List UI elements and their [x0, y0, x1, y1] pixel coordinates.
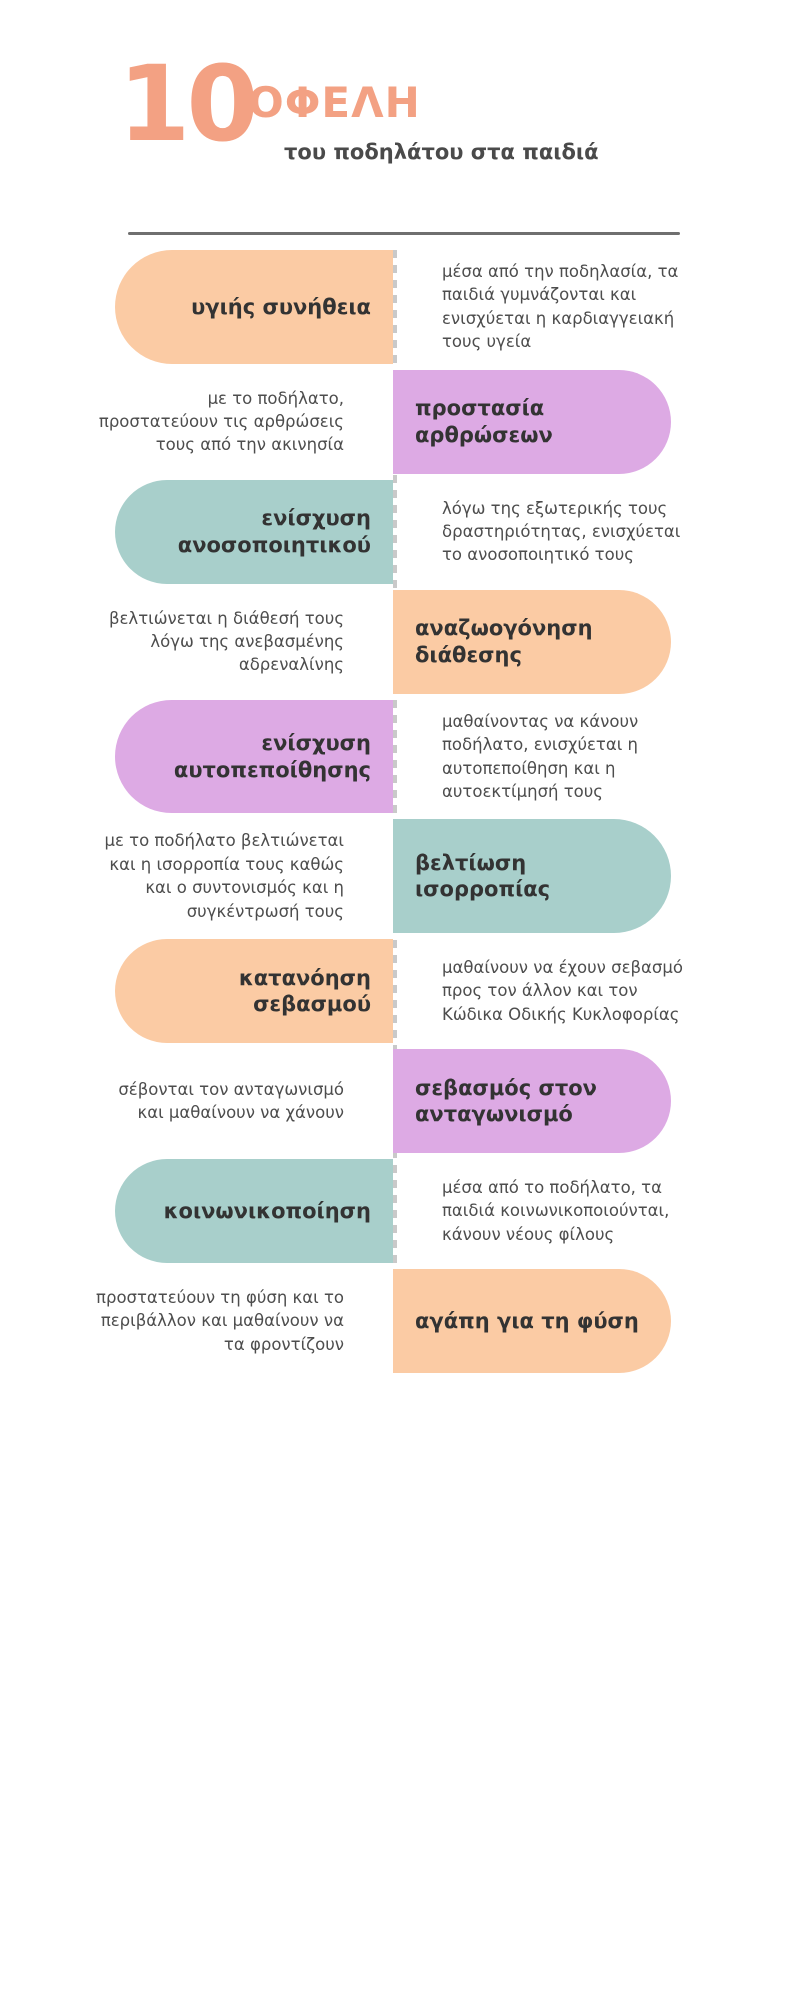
headline-title: ΟΦΕΛΗ — [248, 78, 421, 127]
row-gap — [358, 819, 393, 933]
benefit-label-pill: προστασία αρθρώσεων — [393, 370, 671, 474]
benefit-label-pill: σεβασμός στον ανταγωνισμό — [393, 1049, 671, 1153]
row-gap — [358, 370, 393, 474]
row-gap — [358, 590, 393, 694]
benefit-description: μέσα από το ποδήλατο, τα παιδιά κοινωνικοποιούνται, κάνουν νέους φίλους — [442, 1177, 670, 1244]
benefit-description: σέβονται τον ανταγωνισμό και μαθαίνουν να χάνουν — [118, 1079, 344, 1123]
benefit-row — [80, 1049, 720, 1153]
benefit-row — [80, 480, 720, 584]
benefit-row — [80, 590, 720, 694]
benefit-description: με το ποδήλατο βελτιώνεται και η ισορροπία τους καθώς και ο συντονισμός και η συγκέντρωσή τους — [104, 831, 344, 921]
header-divider — [128, 232, 680, 235]
benefit-label-pill: κατανόηση σεβασμού — [115, 939, 393, 1043]
row-gap — [393, 480, 428, 584]
benefit-row — [80, 700, 720, 814]
benefit-label-pill: βελτίωση ισορροπίας — [393, 819, 671, 933]
benefit-description: μαθαίνοντας να κάνουν ποδήλατο, ενισχύεται η αυτοπεποίθηση και η αυτοεκτίμησή τους — [442, 711, 639, 801]
row-gap — [393, 250, 428, 364]
benefit-description: μαθαίνουν να έχουν σεβασμό προς τον άλλον και τον Κώδικα Οδικής Κυκλοφορίας — [442, 957, 683, 1024]
benefit-label-pill: ενίσχυση αυτοπεποίθησης — [115, 700, 393, 814]
benefit-row — [80, 250, 720, 364]
benefit-description: λόγω της εξωτερικής τους δραστηριότητας, ενισχύεται το ανοσοποιητικό τους — [442, 498, 681, 565]
benefit-description: βελτιώνεται η διάθεσή τους λόγω της ανεβασμένης αδρεναλίνης — [108, 608, 344, 675]
row-gap — [358, 1049, 393, 1153]
benefit-description: προστατεύουν τη φύση και το περιβάλλον και μαθαίνουν να τα φροντίζουν — [96, 1287, 344, 1354]
benefit-label-pill: αγάπη για τη φύση — [393, 1269, 671, 1373]
benefits-timeline — [80, 250, 720, 1373]
benefit-label-pill: αναζωογόνηση διάθεσης — [393, 590, 671, 694]
row-gap — [358, 1269, 393, 1373]
headline-number: 10 — [118, 43, 255, 165]
benefit-row — [80, 370, 720, 474]
infographic-page — [80, 0, 720, 1373]
row-gap — [393, 939, 428, 1043]
benefit-row — [80, 939, 720, 1043]
row-gap — [393, 700, 428, 814]
benefit-row — [80, 1159, 720, 1263]
benefit-row — [80, 819, 720, 933]
benefit-row — [80, 1269, 720, 1373]
benefit-label-pill: ενίσχυση ανοσοποιητικού — [115, 480, 393, 584]
row-gap — [393, 1159, 428, 1263]
benefit-description: μέσα από την ποδηλασία, τα παιδιά γυμνάζονται και ενισχύεται η καρδιαγγειακή τους υγεία — [442, 262, 679, 352]
benefit-description: με το ποδήλατο, προστατεύουν τις αρθρώσεις τους από την ακινησία — [98, 388, 344, 455]
infographic-header — [80, 43, 720, 195]
benefit-label-pill: υγιής συνήθεια — [115, 250, 393, 364]
headline-subtitle: του ποδηλάτου στα παιδιά — [284, 140, 599, 164]
benefit-label-pill: κοινωνικοποίηση — [115, 1159, 393, 1263]
